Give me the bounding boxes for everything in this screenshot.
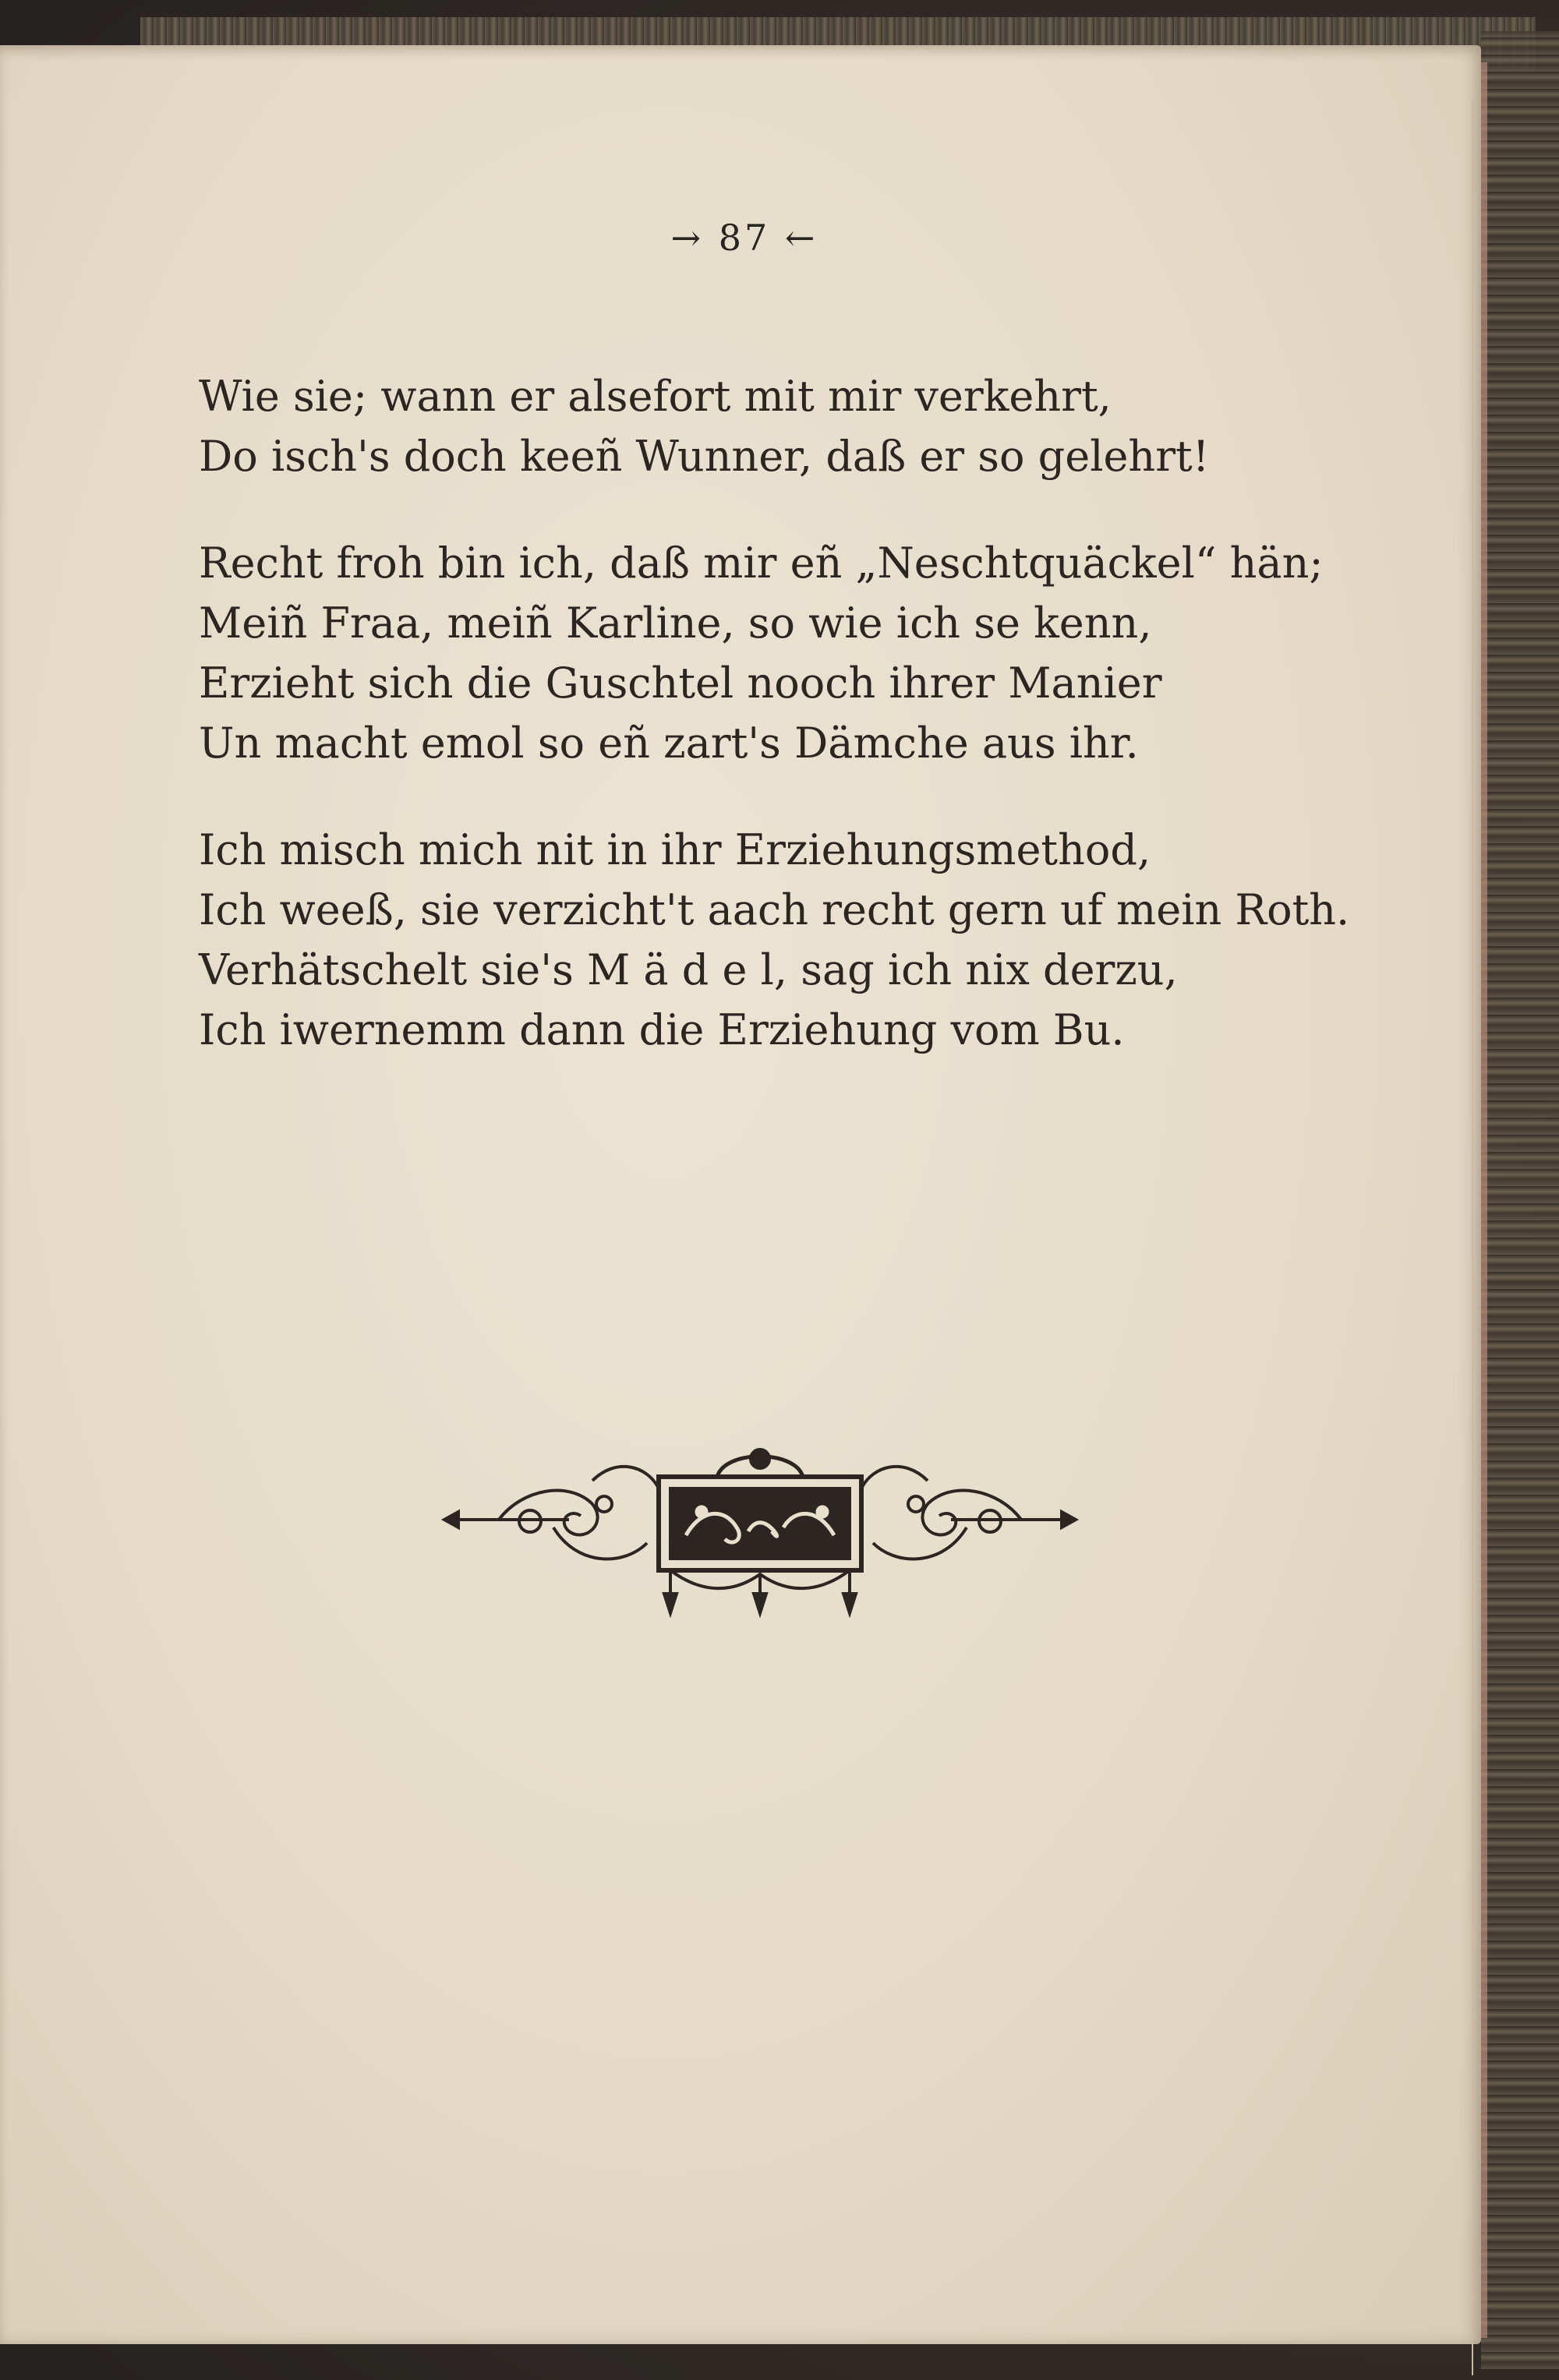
poem-line: Do isch's doch keeñ Wunner, daß er so gelehrt! xyxy=(199,432,1210,481)
stanza-3 xyxy=(199,820,1368,1060)
poem-text xyxy=(199,366,1368,1107)
poem-line: Erzieht sich die Guschtel nooch ihrer Manier xyxy=(199,659,1162,708)
poem-line: Ich misch mich nit in ihr Erziehungsmethod, xyxy=(199,825,1151,874)
poem-line: Wie sie; wann er alsefort mit mir verkehrt, xyxy=(199,372,1112,421)
stanza-2 xyxy=(199,533,1368,773)
page-edge-red xyxy=(1481,62,1487,2338)
poem-line: Verhätschelt sie's M ä d e l, sag ich nix derzu, xyxy=(199,945,1178,994)
stanza-1 xyxy=(199,366,1368,486)
page-edge-line xyxy=(1472,100,1473,2375)
poem-line: Recht froh bin ich, daß mir eñ „Neschtquäckel“ hän; xyxy=(199,539,1324,588)
page-number: 87 xyxy=(718,217,771,259)
page-number-header xyxy=(639,217,850,259)
flourish-right: ← xyxy=(784,217,818,259)
poem-line: Ich iwernemm dann die Erziehung vom Bu. xyxy=(199,1005,1125,1054)
poem-line: Ich weeß, sie verzicht't aach recht gern uf mein Roth. xyxy=(199,885,1350,934)
cover-right-binding xyxy=(1481,31,1559,2369)
poem-line: Un macht emol so eñ zart's Dämche aus ihr. xyxy=(199,719,1139,768)
flourish-left: → xyxy=(670,217,705,259)
decorative-vignette-ornament xyxy=(437,1434,1084,1621)
poem-line: Meiñ Fraa, meiñ Karline, so wie ich se kenn, xyxy=(199,599,1152,648)
